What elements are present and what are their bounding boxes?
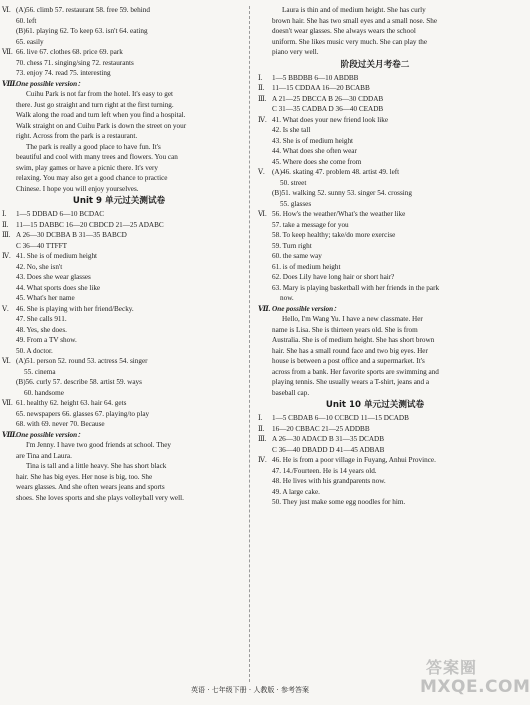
answer-text: are Tina and Laura. (16, 451, 72, 460)
answer-line (256, 335, 494, 346)
section-numeral: Ⅳ. (2, 252, 11, 260)
answer-text: C 36—40 TTFFT (16, 241, 67, 250)
answer-text: Tina is tall and a little heavy. She has short black (26, 462, 167, 470)
right-column (256, 0, 494, 508)
answer-text: 56. How's the weather/What's the weather like (272, 210, 406, 218)
answer-line (256, 178, 494, 189)
answer-text: 65. easily (16, 37, 44, 46)
answer-text: 61. is of medium height (272, 262, 341, 271)
answer-text: 59. Turn right (272, 241, 312, 250)
answer-text: name is Lisa. She is thirteen years old. She is from (272, 325, 418, 334)
answer-line (256, 314, 494, 325)
answer-text: A 26—30 DCBBA B 31—35 BABCD (16, 231, 127, 239)
answer-text: swim, play games or have a picnic there. It's very (16, 163, 159, 172)
answer-text: hair. She has big eyes. Her nose is big, too. She (16, 472, 153, 481)
answer-line (256, 199, 494, 210)
answer-text: 45. What's her name (16, 294, 75, 302)
answer-text: 43. She is of medium height (272, 136, 354, 145)
watermark-logo (420, 655, 530, 701)
answer-line (0, 356, 238, 367)
section-numeral: Ⅰ. (258, 73, 263, 82)
answer-line (0, 283, 238, 294)
section-numeral: Ⅴ. (2, 304, 9, 313)
answer-text: One possible version： (272, 304, 341, 313)
answer-text: 73. enjoy 74. read 75. interesting (16, 69, 111, 77)
answer-text: 66. live 67. clothes 68. price 69. park (16, 48, 123, 56)
answer-text: Cuihu Park is not far from the hotel. It's easy to get (26, 90, 174, 98)
answer-line (0, 152, 238, 163)
answer-line (0, 16, 238, 27)
answer-line (256, 356, 494, 367)
answer-text: 48. He lives with his grandparents now. (272, 477, 386, 485)
answer-text: baseball cap. (272, 388, 310, 397)
answer-line (0, 388, 238, 399)
answer-line (256, 424, 494, 435)
answer-text: One possible version： (16, 430, 85, 439)
answer-text: doesn't wear glasses. She always wears the school (272, 27, 416, 35)
section-numeral: Ⅶ. (2, 399, 13, 407)
answer-text: 11—15 DABBC 16—20 CBDCD 21—25 ADABC (16, 220, 164, 229)
answer-text: (A)51. person 52. round 53. actress 54. singer (16, 357, 148, 365)
answer-text: 50. A doctor. (16, 346, 53, 355)
section-numeral: Ⅳ. (258, 456, 267, 464)
answer-line (256, 83, 494, 94)
section-numeral: Ⅶ. (2, 48, 13, 56)
answer-line (0, 5, 238, 16)
answer-line (0, 241, 238, 252)
answer-line (256, 497, 494, 508)
section-heading (256, 398, 494, 413)
answer-line (256, 455, 494, 466)
answer-text: 43. Does she wear glasses (16, 273, 91, 281)
answer-text: relaxing. You may also get a good chance to practice (16, 174, 168, 182)
answer-line (0, 325, 238, 336)
answer-line (0, 430, 238, 441)
answer-text: 60. handsome (24, 388, 64, 397)
answer-text: (B)51. walking 52. sunny 53. singer 54. crossing (272, 189, 412, 197)
section-numeral: Ⅵ. (2, 357, 11, 365)
section-numeral: Ⅲ. (258, 94, 267, 103)
answer-text: (B)56. curly 57. describe 58. artist 59. ways (16, 378, 142, 386)
section-numeral: Ⅵ. (2, 6, 11, 14)
answer-line (0, 293, 238, 304)
answer-line (0, 335, 238, 346)
answer-text: 58. To keep healthy; take/do more exercise (272, 231, 396, 239)
answer-line (256, 16, 494, 27)
answer-line (256, 476, 494, 487)
answer-text: uniform. She likes music very much. She can play the (272, 37, 428, 46)
answer-line (0, 377, 238, 388)
answer-line (256, 125, 494, 136)
answer-line (256, 466, 494, 477)
section-numeral: Ⅰ. (2, 210, 7, 218)
answer-line (0, 493, 238, 504)
answer-line (0, 89, 238, 100)
answer-text: 46. She is playing with her friend/Becky. (16, 304, 134, 313)
answer-line (256, 251, 494, 262)
answer-text: 45. Where does she come from (272, 157, 362, 166)
answer-line (0, 472, 238, 483)
answer-line (0, 451, 238, 462)
answer-text: The park is really a good place to have fun. It's (26, 142, 161, 151)
section-numeral: Ⅷ. (2, 79, 18, 88)
answer-line (0, 110, 238, 121)
answer-line (256, 167, 494, 178)
answer-line (256, 241, 494, 252)
answer-text: 50. They just make some egg noodles for him. (272, 498, 406, 506)
answer-text: 44. What does she often wear (272, 147, 357, 155)
answer-line (0, 79, 238, 90)
answer-line (256, 230, 494, 241)
answer-text: A 21—25 DBCCA B 26—30 CDDAB (272, 94, 384, 103)
answer-line (256, 136, 494, 147)
answer-line (256, 47, 494, 58)
answer-line (0, 304, 238, 315)
answer-line (0, 37, 238, 48)
answer-text: playing tennis. She usually wears a T-shirt, jeans and a (272, 378, 430, 386)
section-numeral: Ⅷ. (2, 430, 18, 439)
answer-line (0, 314, 238, 325)
answer-line (256, 115, 494, 126)
answer-text: One possible version： (16, 79, 85, 88)
watermark-url: MXQE.COM (420, 677, 530, 697)
answer-text: 50. street (280, 178, 307, 187)
answer-line (0, 409, 238, 420)
answer-text: now. (280, 294, 294, 302)
answer-text: 44. What sports does she like (16, 283, 101, 292)
section-heading (256, 58, 494, 73)
answer-line (0, 262, 238, 273)
answer-line (0, 58, 238, 69)
section-heading-text: 阶段过关月考卷二 (340, 59, 410, 70)
answer-text: 65. newspapers 66. glasses 67. playing/to play (16, 409, 150, 418)
answer-line (256, 445, 494, 456)
answer-text: 42. No, she isn't (16, 262, 63, 271)
answer-text: 1—5 CBDAB 6—10 CCBCD 11—15 DCADB (272, 414, 409, 422)
answer-line (0, 184, 238, 195)
answer-line (256, 293, 494, 304)
answer-text: 41. She is of medium height (16, 252, 98, 260)
answer-line (0, 461, 238, 472)
answer-text: A 26—30 ADACD B 31—35 DCADB (272, 435, 385, 443)
answer-text: wears glasses. And she often wears jeans and sports (16, 483, 165, 491)
answer-line (256, 272, 494, 283)
answer-line (256, 188, 494, 199)
answer-line (256, 304, 494, 315)
answer-text: 55. glasses (280, 199, 312, 208)
answer-line (256, 157, 494, 168)
answer-line (0, 230, 238, 241)
answer-line (256, 26, 494, 37)
answer-line (256, 94, 494, 105)
answer-text: Hello, I'm Wang Yu. I have a new classmate. Her (282, 315, 423, 323)
answer-text: 47. 14./Fourteen. He is 14 years old. (272, 466, 377, 475)
answer-text: (B)61. playing 62. To keep 63. isn't 64. eating (16, 27, 148, 35)
answer-line (256, 388, 494, 399)
answer-line (256, 146, 494, 157)
answer-line (256, 37, 494, 48)
page-footer: 英语 · 七年级下册 · 人教版 · 参考答案 (190, 686, 310, 694)
answer-line (256, 413, 494, 424)
answer-line (0, 220, 238, 231)
answer-line (0, 142, 238, 153)
section-numeral: Ⅱ. (258, 424, 265, 433)
answer-text: 61. healthy 62. height 63. hair 64. gets (16, 399, 127, 407)
answer-line (256, 346, 494, 357)
answer-text: 62. Does Lily have long hair or short hair? (272, 273, 395, 281)
section-numeral: Ⅲ. (2, 231, 11, 239)
answer-text: 70. chess 71. singing/sing 72. restaurants (16, 58, 134, 67)
answer-text: 11—15 CDDAA 16—20 BCABB (272, 84, 370, 92)
answer-text: Australia. She is of medium height. She has short brown (272, 336, 435, 344)
answer-text: C 31—35 CADBA D 36—40 CEADB (272, 105, 384, 113)
answer-line (0, 251, 238, 262)
answer-line (256, 104, 494, 115)
answer-line (256, 5, 494, 16)
answer-text: Walk straight on and Cuihu Park is down the street on your (16, 121, 187, 130)
section-heading (0, 194, 238, 209)
section-heading-text: Unit 9 单元过关测试卷 (72, 196, 166, 206)
answer-text: 68. with 69. never 70. Because (16, 420, 105, 428)
section-numeral: Ⅰ. (258, 414, 263, 422)
answer-line (0, 440, 238, 451)
answer-line (256, 220, 494, 231)
answer-text: hair. She has a small round face and two big eyes. Her (272, 346, 428, 355)
column-divider (249, 6, 250, 682)
answer-text: 60. the same way (272, 252, 322, 260)
answer-text: 47. She calls 911. (16, 315, 67, 323)
answer-line (0, 26, 238, 37)
answer-line (0, 419, 238, 430)
answer-text: 42. Is she tall (272, 126, 311, 134)
section-heading-text: Unit 10 单元过关测试卷 (325, 400, 425, 410)
answer-text: (A)46. skating 47. problem 48. artist 49. left (272, 168, 400, 176)
answer-line (0, 173, 238, 184)
answer-line (256, 283, 494, 294)
answer-text: house is between a post office and a supermarket. It's (272, 357, 425, 365)
answer-line (0, 482, 238, 493)
answer-text: 1—5 BBDBB 6—10 ABDBB (272, 73, 359, 82)
answer-line (0, 398, 238, 409)
answer-text: 49. A large cake. (272, 487, 320, 496)
answer-line (0, 367, 238, 378)
answer-line (0, 100, 238, 111)
answer-text: Chinese. I hope you will enjoy yourselves. (16, 184, 139, 193)
answer-line (256, 367, 494, 378)
answer-text: (A)56. climb 57. restaurant 58. free 59. behind (16, 6, 150, 14)
section-numeral: Ⅲ. (258, 435, 267, 443)
section-numeral: Ⅳ. (258, 115, 267, 124)
answer-line (0, 47, 238, 58)
answer-text: 55. cinema (24, 367, 56, 376)
answer-text: I'm Jenny. I have two good friends at school. They (26, 441, 172, 449)
answer-line (256, 325, 494, 336)
answer-text: 1—5 DDBAD 6—10 BCDAC (16, 210, 105, 218)
answer-line (0, 131, 238, 142)
answer-text: 57. take a message for you (272, 220, 349, 229)
answer-line (0, 209, 238, 220)
answer-line (256, 434, 494, 445)
section-numeral: Ⅶ. (258, 304, 271, 313)
answer-line (0, 272, 238, 283)
answer-text: across from a bank. Her favorite sports are swimming and (272, 367, 439, 376)
answer-line (256, 73, 494, 84)
answer-text: 46. He is from a poor village in Fuyang, Anhui Province. (272, 456, 436, 464)
section-numeral: Ⅴ. (258, 168, 265, 176)
answer-text: beautiful and cool with many trees and flowers. You can (16, 153, 178, 161)
answer-line (0, 346, 238, 357)
answer-line (256, 262, 494, 273)
answer-text: piano very well. (272, 48, 319, 56)
answer-line (256, 487, 494, 498)
answer-text: Walk along the road and turn left when you find a hospital. (16, 111, 186, 119)
answer-line (256, 209, 494, 220)
answer-text: 41. What does your new friend look like (272, 115, 389, 124)
answer-text: right. Across from the park is a restaurant. (16, 132, 138, 140)
answer-text: C 36—40 DBADD D 41—45 ADBAB (272, 445, 385, 454)
answer-line (0, 68, 238, 79)
watermark-text: 答案圈 (426, 658, 478, 677)
section-numeral: Ⅱ. (258, 84, 265, 92)
answer-text: 48. Yes, she does. (16, 325, 67, 334)
answer-text: 60. left (16, 16, 37, 25)
left-column (0, 0, 238, 503)
answer-text: shoes. She loves sports and she plays volleyball very well. (16, 493, 184, 502)
answer-text: 49. From a TV show. (16, 336, 77, 344)
answer-text: there. Just go straight and turn right at the first turning. (16, 100, 174, 109)
section-numeral: Ⅵ. (258, 210, 267, 218)
section-numeral: Ⅱ. (2, 220, 9, 229)
answer-text: Laura is thin and of medium height. She has curly (282, 6, 426, 14)
answer-text: 16—20 CBBAC 21—25 ADDBB (272, 424, 370, 433)
answer-line (256, 377, 494, 388)
answer-line (0, 121, 238, 132)
answer-line (0, 163, 238, 174)
answer-text: 63. Mary is playing basketball with her friends in the park (272, 283, 440, 292)
answer-text: brown hair. She has two small eyes and a small nose. She (272, 16, 438, 25)
